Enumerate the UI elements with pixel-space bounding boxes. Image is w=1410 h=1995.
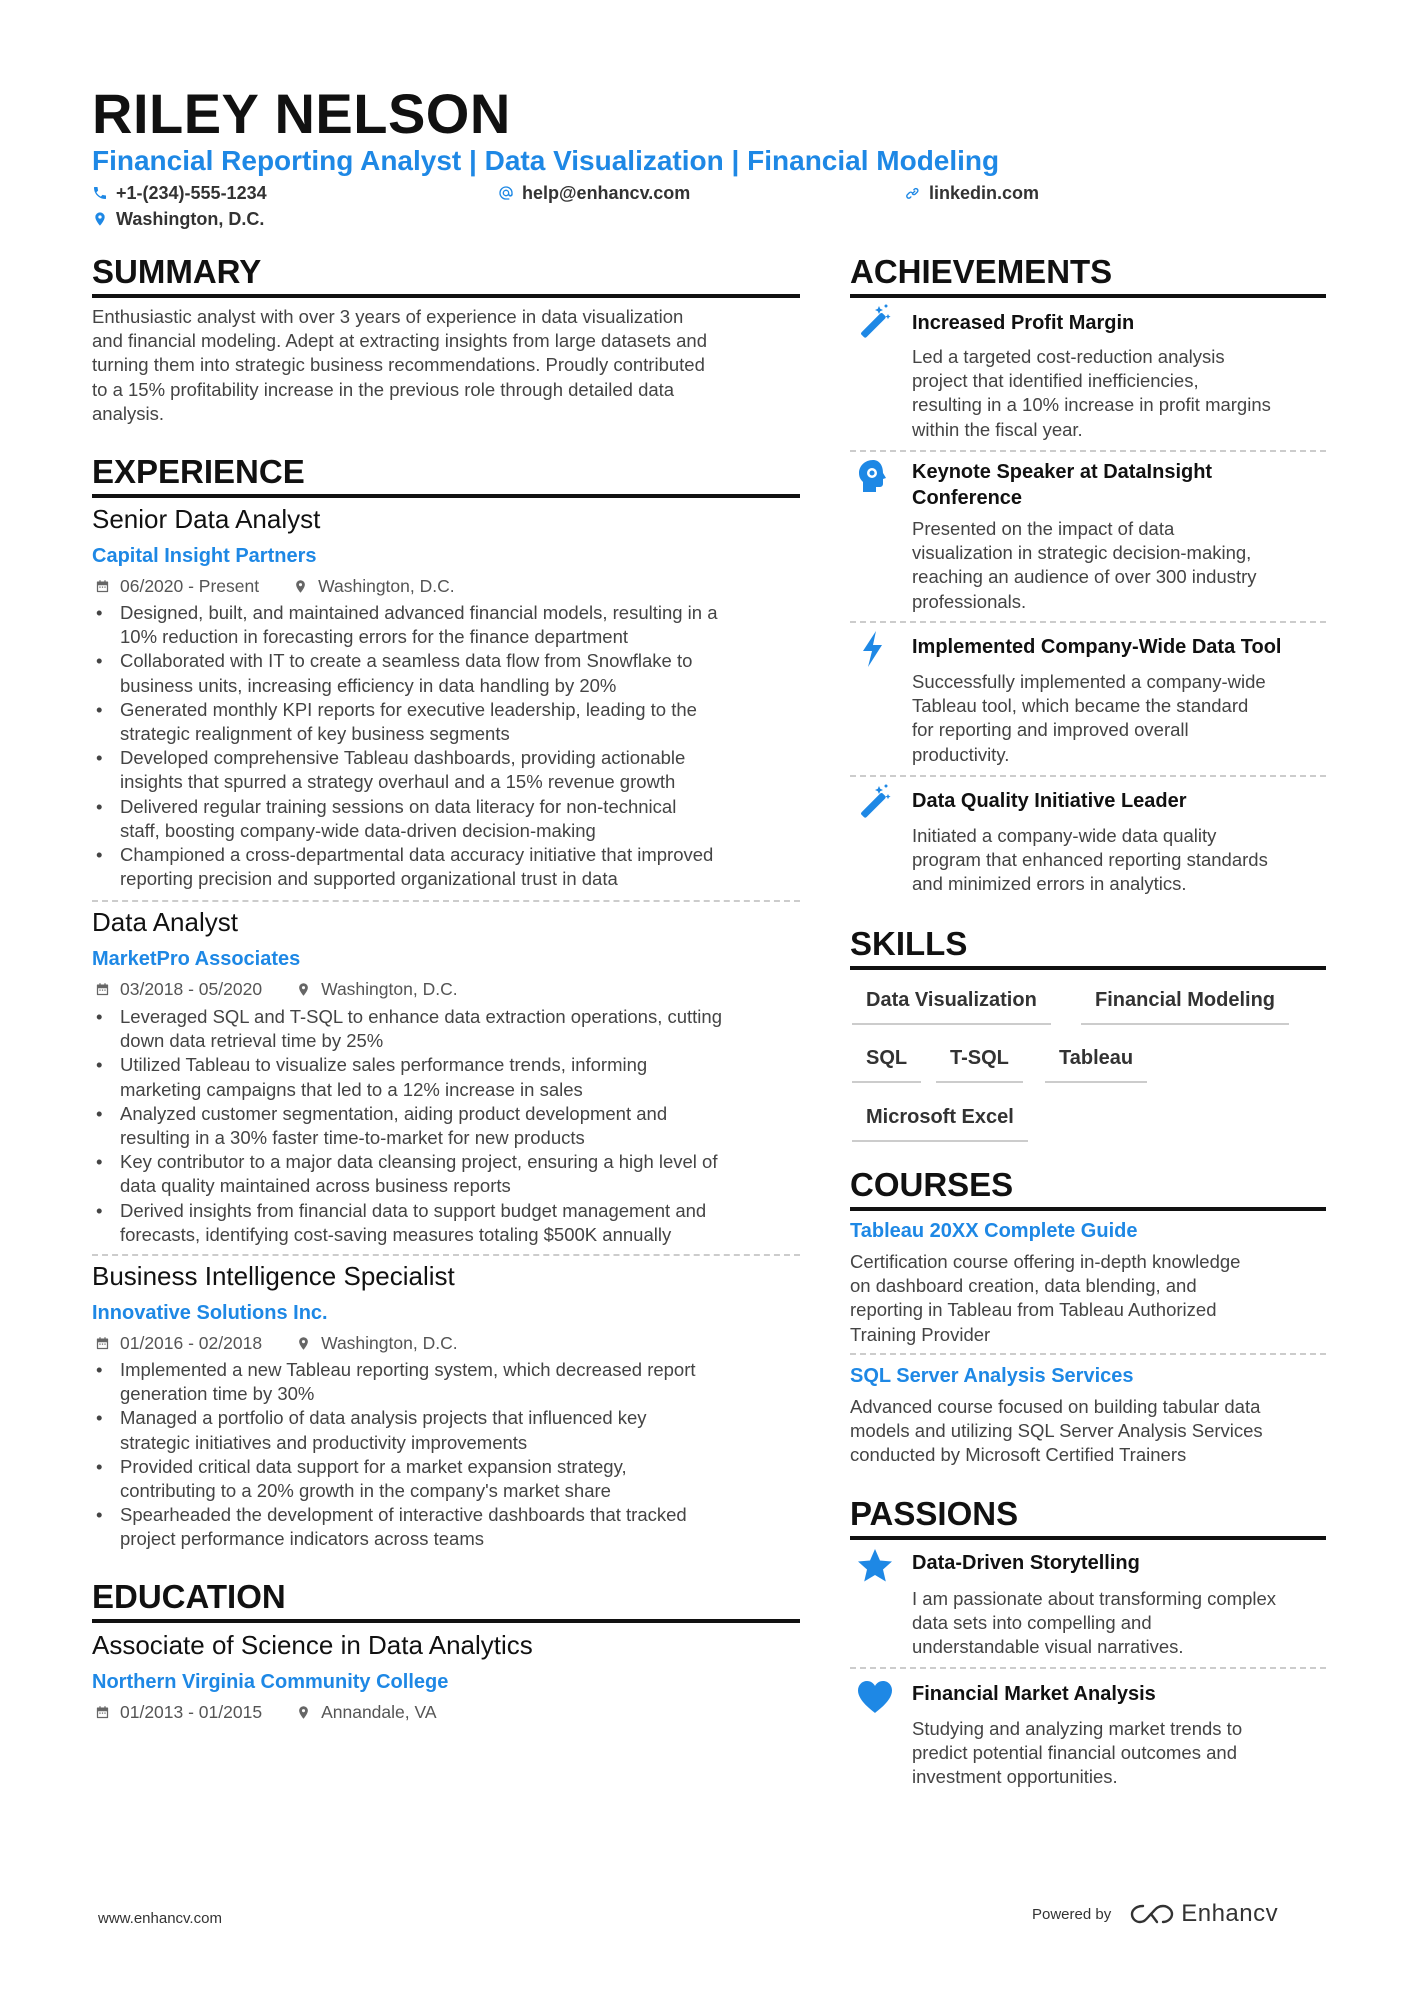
education-degree: Associate of Science in Data Analytics — [92, 1630, 533, 1660]
divider — [850, 775, 1326, 777]
enhancv-logo-icon — [1129, 1902, 1175, 1926]
skill-tag: Tableau — [1045, 1035, 1147, 1083]
footer-website[interactable]: www.enhancv.com — [98, 1910, 222, 1927]
passions-heading: PASSIONS — [850, 1495, 1019, 1532]
list-item: • Developed comprehensive Tableau dashboards, providing actionable insights that spurred a strategy overhaul and a 15% revenue growth — [92, 746, 812, 794]
headline: Financial Reporting Analyst | Data Visualization | Financial Modeling — [92, 145, 1000, 176]
achievement-desc: Initiated a company-wide data quality program that enhanced reporting standards and minimized errors in analytics. — [912, 825, 1268, 895]
location-pin-icon — [296, 1336, 311, 1351]
calendar-icon — [95, 1336, 110, 1351]
skill-tag: SQL — [852, 1035, 921, 1083]
summary-rule — [92, 294, 800, 298]
list-item: • Generated monthly KPI reports for executive leadership, leading to the strategic realignment of key business segments — [92, 698, 812, 746]
location-pin-icon — [296, 1705, 311, 1720]
job-role: Business Intelligence Specialist — [92, 1261, 455, 1291]
calendar-icon — [95, 1705, 110, 1720]
achievement-title: Data Quality Initiative Leader — [912, 790, 1187, 812]
skill-tag: T-SQL — [936, 1035, 1023, 1083]
passion-desc: Studying and analyzing market trends to predict potential financial outcomes and investment opportunities. — [912, 1718, 1243, 1788]
linkedin-text: linkedin.com — [929, 183, 1040, 203]
divider — [850, 1353, 1326, 1355]
job-company[interactable]: MarketPro Associates — [92, 948, 301, 970]
education-school[interactable]: Northern Virginia Community College — [92, 1671, 449, 1693]
calendar-icon — [95, 579, 110, 594]
magic-wand-icon — [853, 302, 893, 342]
heart-icon — [855, 1677, 895, 1717]
location-text: Washington, D.C. — [116, 209, 265, 229]
list-item: • Managed a portfolio of data analysis projects that influenced key strategic initiatives and productivity improvements — [92, 1406, 812, 1454]
powered-by-label: Powered by — [1032, 1905, 1112, 1923]
list-item: • Designed, built, and maintained advanced financial models, resulting in a 10% reduction in forecasting errors for the finance department — [92, 601, 812, 649]
achievements-heading: ACHIEVEMENTS — [850, 253, 1113, 290]
course-title[interactable]: Tableau 20XX Complete Guide — [850, 1220, 1138, 1242]
job-company[interactable]: Capital Insight Partners — [92, 545, 317, 567]
courses-rule — [850, 1207, 1326, 1211]
skill-tag: Data Visualization — [852, 977, 1051, 1025]
brand-logo — [1129, 1900, 1278, 1928]
list-item: • Derived insights from financial data to support budget management and forecasts, identifying cost-saving measures totaling $500K annually — [92, 1199, 812, 1247]
course-title[interactable]: SQL Server Analysis Services — [850, 1365, 1134, 1387]
brand-name: Enhancv — [1181, 1900, 1279, 1927]
skills-heading: SKILLS — [850, 925, 968, 962]
link-icon — [905, 185, 921, 201]
skill-tag: Microsoft Excel — [852, 1094, 1028, 1142]
candidate-name: RILEY NELSON — [92, 82, 511, 145]
job-bullets — [92, 1005, 812, 1247]
divider — [850, 450, 1326, 452]
list-item: • Key contributor to a major data cleansing project, ensuring a high level of data quality maintained across business reports — [92, 1150, 812, 1198]
location-pin-icon — [296, 982, 311, 997]
email-text: help@enhancv.com — [522, 183, 691, 203]
achievement-title: Implemented Company-Wide Data Tool — [912, 636, 1282, 658]
achievement-title: Increased Profit Margin — [912, 312, 1135, 334]
education-heading: EDUCATION — [92, 1578, 286, 1615]
job-role: Data Analyst — [92, 907, 238, 937]
job-meta: 06/2020 - Present Washington, D.C. — [95, 575, 455, 597]
divider — [850, 621, 1326, 623]
job-bullets — [92, 1358, 812, 1552]
summary-heading: SUMMARY — [92, 253, 262, 290]
passions-rule — [850, 1536, 1326, 1540]
job-meta: 01/2016 - 02/2018 Washington, D.C. — [95, 1332, 458, 1354]
course-desc: Certification course offering in-depth knowledge on dashboard creation, data blending, and reporting in Tableau from Tableau Authorized Training Provider — [850, 1251, 1241, 1345]
brain-head-icon — [853, 457, 893, 497]
divider — [92, 1254, 800, 1256]
divider — [92, 900, 800, 902]
achievement-title: Keynote Speaker at DataInsight Conference — [912, 461, 1213, 509]
job-bullets — [92, 601, 812, 891]
list-item: • Collaborated with IT to create a seamless data flow from Snowflake to business units, increasing efficiency in data handling by 20% — [92, 649, 812, 697]
list-item: • Analyzed customer segmentation, aiding product development and resulting in a 30% faster time-to-market for new products — [92, 1102, 812, 1150]
list-item: • Provided critical data support for a market expansion strategy, contributing to a 20% growth in the company's market share — [92, 1455, 812, 1503]
list-item: • Utilized Tableau to visualize sales performance trends, informing marketing campaigns that led to a 12% increase in sales — [92, 1053, 812, 1101]
achievement-desc: Led a targeted cost-reduction analysis project that identified inefficiencies, resulting in a 10% increase in profit margins within the fiscal year. — [912, 346, 1271, 440]
job-meta: 03/2018 - 05/2020 Washington, D.C. — [95, 978, 458, 1000]
achievement-desc: Presented on the impact of data visualization in strategic decision-making, reaching an audience of over 300 industry professionals. — [912, 518, 1257, 612]
lightning-bolt-icon — [853, 629, 893, 669]
magic-wand-icon — [853, 782, 893, 822]
star-icon — [855, 1546, 895, 1586]
skills-rule — [850, 966, 1326, 970]
location-pin-icon — [293, 579, 308, 594]
list-item: • Championed a cross-departmental data accuracy initiative that improved reporting precision and supported organizational trust in data — [92, 843, 812, 891]
list-item: • Spearheaded the development of interactive dashboards that tracked project performance indicators across teams — [92, 1503, 812, 1551]
location-pin-icon — [92, 211, 108, 227]
contact-email[interactable] — [498, 181, 690, 205]
contact-location — [92, 207, 264, 231]
passion-desc: I am passionate about transforming complex data sets into compelling and understandable visual narratives. — [912, 1588, 1277, 1658]
skill-tag: Financial Modeling — [1081, 977, 1289, 1025]
achievement-desc: Successfully implemented a company-wide Tableau tool, which became the standard for reporting and improved overall productivity. — [912, 671, 1266, 765]
summary-text: Enthusiastic analyst with over 3 years of experience in data visualization and financial modeling. Adept at extracting insights from large datasets and turning them into strategic business recommendations. Proudly contributed to a 15% profitability increase in the previous role through detailed data analysis. — [92, 306, 707, 424]
experience-rule — [92, 494, 800, 498]
experience-heading: EXPERIENCE — [92, 453, 305, 490]
calendar-icon — [95, 982, 110, 997]
phone-text: +1-(234)-555-1234 — [116, 183, 267, 203]
contact-linkedin[interactable] — [905, 181, 1039, 205]
contact-phone[interactable] — [92, 181, 267, 205]
footer-powered[interactable] — [1032, 1900, 1278, 1928]
divider — [850, 1667, 1326, 1669]
education-meta: 01/2013 - 01/2015 Annandale, VA — [95, 1701, 437, 1723]
list-item: • Leveraged SQL and T-SQL to enhance data extraction operations, cutting down data retrieval time by 25% — [92, 1005, 812, 1053]
list-item: • Implemented a new Tableau reporting system, which decreased report generation time by 30% — [92, 1358, 812, 1406]
achievements-rule — [850, 294, 1326, 298]
passion-title: Financial Market Analysis — [912, 1683, 1156, 1705]
course-desc: Advanced course focused on building tabular data models and utilizing SQL Server Analysis Services conducted by Microsoft Certified Trainers — [850, 1396, 1263, 1466]
at-sign-icon — [498, 185, 514, 201]
courses-heading: COURSES — [850, 1166, 1014, 1203]
list-item: • Delivered regular training sessions on data literacy for non-technical staff, boosting company-wide data-driven decision-making — [92, 795, 812, 843]
education-rule — [92, 1619, 800, 1623]
passion-title: Data-Driven Storytelling — [912, 1552, 1140, 1574]
phone-icon — [92, 185, 108, 201]
job-role: Senior Data Analyst — [92, 504, 321, 534]
job-company[interactable]: Innovative Solutions Inc. — [92, 1302, 328, 1324]
